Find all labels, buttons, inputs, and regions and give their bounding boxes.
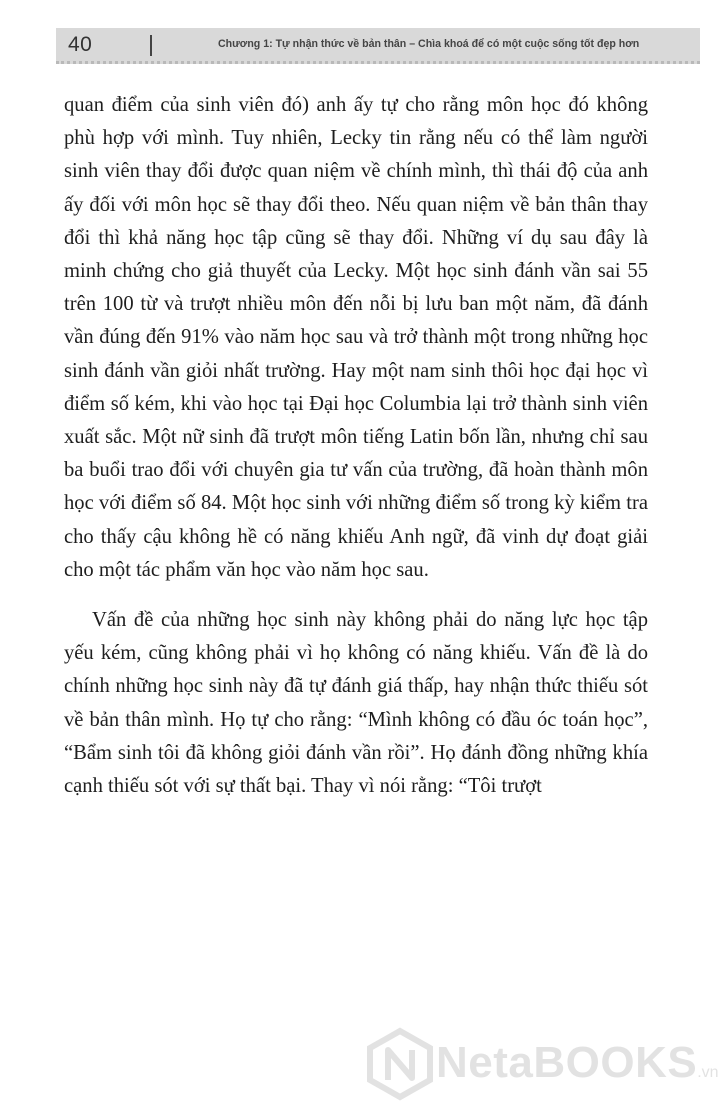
watermark-brand: NetaBOOKS <box>436 1038 698 1087</box>
running-title: Chương 1: Tự nhận thức về bản thân – Chìa khoá để có một cuộc sống tốt đẹp hơn <box>218 38 640 50</box>
body-text <box>64 89 648 803</box>
watermark-suffix: .vn <box>697 1064 719 1081</box>
page-header <box>56 28 700 64</box>
header-separator <box>150 35 152 56</box>
paragraph: Vấn đề của những học sinh này không phải do năng lực học tập yếu kém, cũng không phải vì họ không có năng khiếu. Vấn đề là do chính những học sinh này đã tự đánh giá thấp, hay nhận thức thiếu sót về bản thân mình. Họ tự cho rằng: “Mình không có đầu óc toán học”, “Bẩm sinh tôi đã không giỏi đánh vần rồi”. Họ đánh đồng những khía cạnh thiếu sót với sự thất bại. Thay vì nói rằng: “Tôi trượt <box>64 609 648 798</box>
watermark <box>366 1024 719 1104</box>
page-number: 40 <box>68 33 93 56</box>
netabooks-logo-icon <box>366 1028 434 1100</box>
paragraph-continued: quan điểm của sinh viên đó) anh ấy tự cho rằng môn học đó không phù hợp với mình. Tuy nhiên, Lecky tin rằng nếu có thể làm người sinh viên thay đổi được quan niệm về chính mình, thì thái độ của anh ấy đối với môn học sẽ thay đổi theo. Nếu quan niệm về bản thân thay đổi thì khả năng học tập cũng sẽ thay đổi. Những ví dụ sau đây là minh chứng cho giả thuyết của Lecky. Một học sinh đánh vần sai 55 trên 100 từ và trượt nhiều môn đến nỗi bị lưu ban một năm, đã đánh vần đúng đến 91% vào năm học sau và trở thành một trong những học sinh đánh vần giỏi nhất trường. Hay một nam sinh thôi học đại học vì điểm số kém, khi vào học tại Đại học Columbia lại trở thành sinh viên xuất sắc. Một nữ sinh đã trượt môn tiếng Latin bốn lần, nhưng chỉ sau ba buổi trao đổi với chuyên gia tư vấn của trường, đã hoàn thành môn học với điểm số 84. Một học sinh với những điểm số trong kỳ kiểm tra cho thấy cậu không hề có năng khiếu Anh ngữ, đã vinh dự đoạt giải cho một tác phẩm văn học vào năm học sau. <box>64 94 648 581</box>
watermark-text <box>436 1038 719 1088</box>
